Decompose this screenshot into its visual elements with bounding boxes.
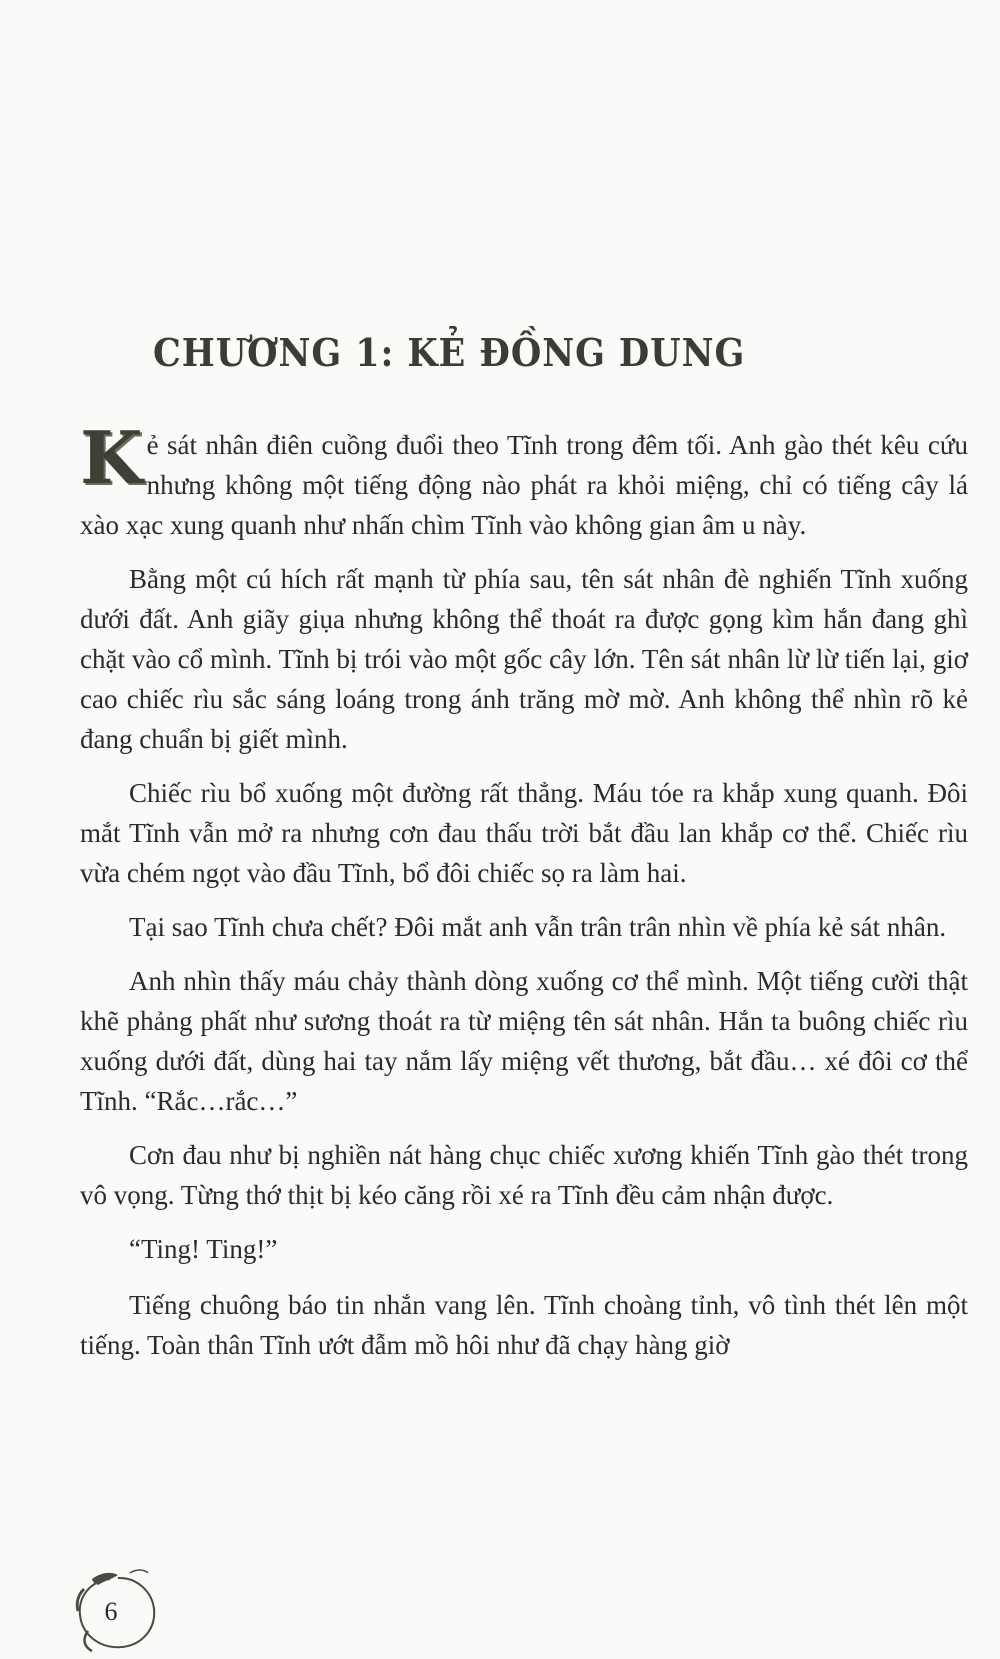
paragraph-1 xyxy=(80,415,968,545)
drop-cap: K xyxy=(80,415,143,500)
chapter-title: CHƯƠNG 1: KẺ ĐỒNG DUNG xyxy=(153,330,746,375)
paragraph-5: Anh nhìn thấy máu chảy thành dòng xuống cơ thể mình. Một tiếng cười thật khẽ phảng phất như sương thoát ra từ miệng tên sát nhân. Hắn ta buông chiếc rìu xuống dưới đất, dùng hai tay nắm lấy miệng vết thương, bắt đầu… xé đôi cơ thể Tĩnh. “Rắc…rắc…” xyxy=(80,966,968,1116)
paragraph-7: “Ting! Ting!” xyxy=(129,1234,278,1264)
paragraph-8: Tiếng chuông báo tin nhắn vang lên. Tĩnh choàng tỉnh, vô tình thét lên một tiếng. Toàn thân Tĩnh ướt đẫm mồ hôi như đã chạy hàng giờ xyxy=(80,1290,968,1360)
paragraph-6: Cơn đau như bị nghiền nát hàng chục chiếc xương khiến Tĩnh gào thét trong vô vọng. Từng thớ thịt bị kéo căng rồi xé ra Tĩnh đều cảm nhận được. xyxy=(80,1140,968,1210)
page-number: 6 xyxy=(104,1597,118,1626)
paragraph-2: Bằng một cú hích rất mạnh từ phía sau, tên sát nhân đè nghiến Tĩnh xuống dưới đất. Anh giãy giụa nhưng không thể thoát ra được gọng kìm hắn đang ghì chặt vào cổ mình. Tĩnh bị trói vào một gốc cây lớn. Tên sát nhân lừ lừ tiến lại, giơ cao chiếc rìu sắc sáng loáng trong ánh trăng mờ mờ. Anh không thể nhìn rõ kẻ đang chuẩn bị giết mình. xyxy=(80,564,968,754)
paragraph-1-text: ẻ sát nhân điên cuồng đuổi theo Tĩnh trong đêm tối. Anh gào thét kêu cứu nhưng không một tiếng động nào phát ra khỏi miệng, chỉ có tiếng cây lá xào xạc xung quanh như nhấn chìm Tĩnh vào không gian âm u này. xyxy=(80,430,968,540)
paragraph-3: Chiếc rìu bổ xuống một đường rất thẳng. Máu tóe ra khắp xung quanh. Đôi mắt Tĩnh vẫn mở ra nhưng cơn đau thấu trời bắt đầu lan khắp cơ thể. Chiếc rìu vừa chém ngọt vào đầu Tĩnh, bổ đôi chiếc sọ ra làm hai. xyxy=(80,778,968,888)
body-text xyxy=(80,415,968,1379)
paragraph-4: Tại sao Tĩnh chưa chết? Đôi mắt anh vẫn trân trân nhìn về phía kẻ sát nhân. xyxy=(129,912,947,942)
